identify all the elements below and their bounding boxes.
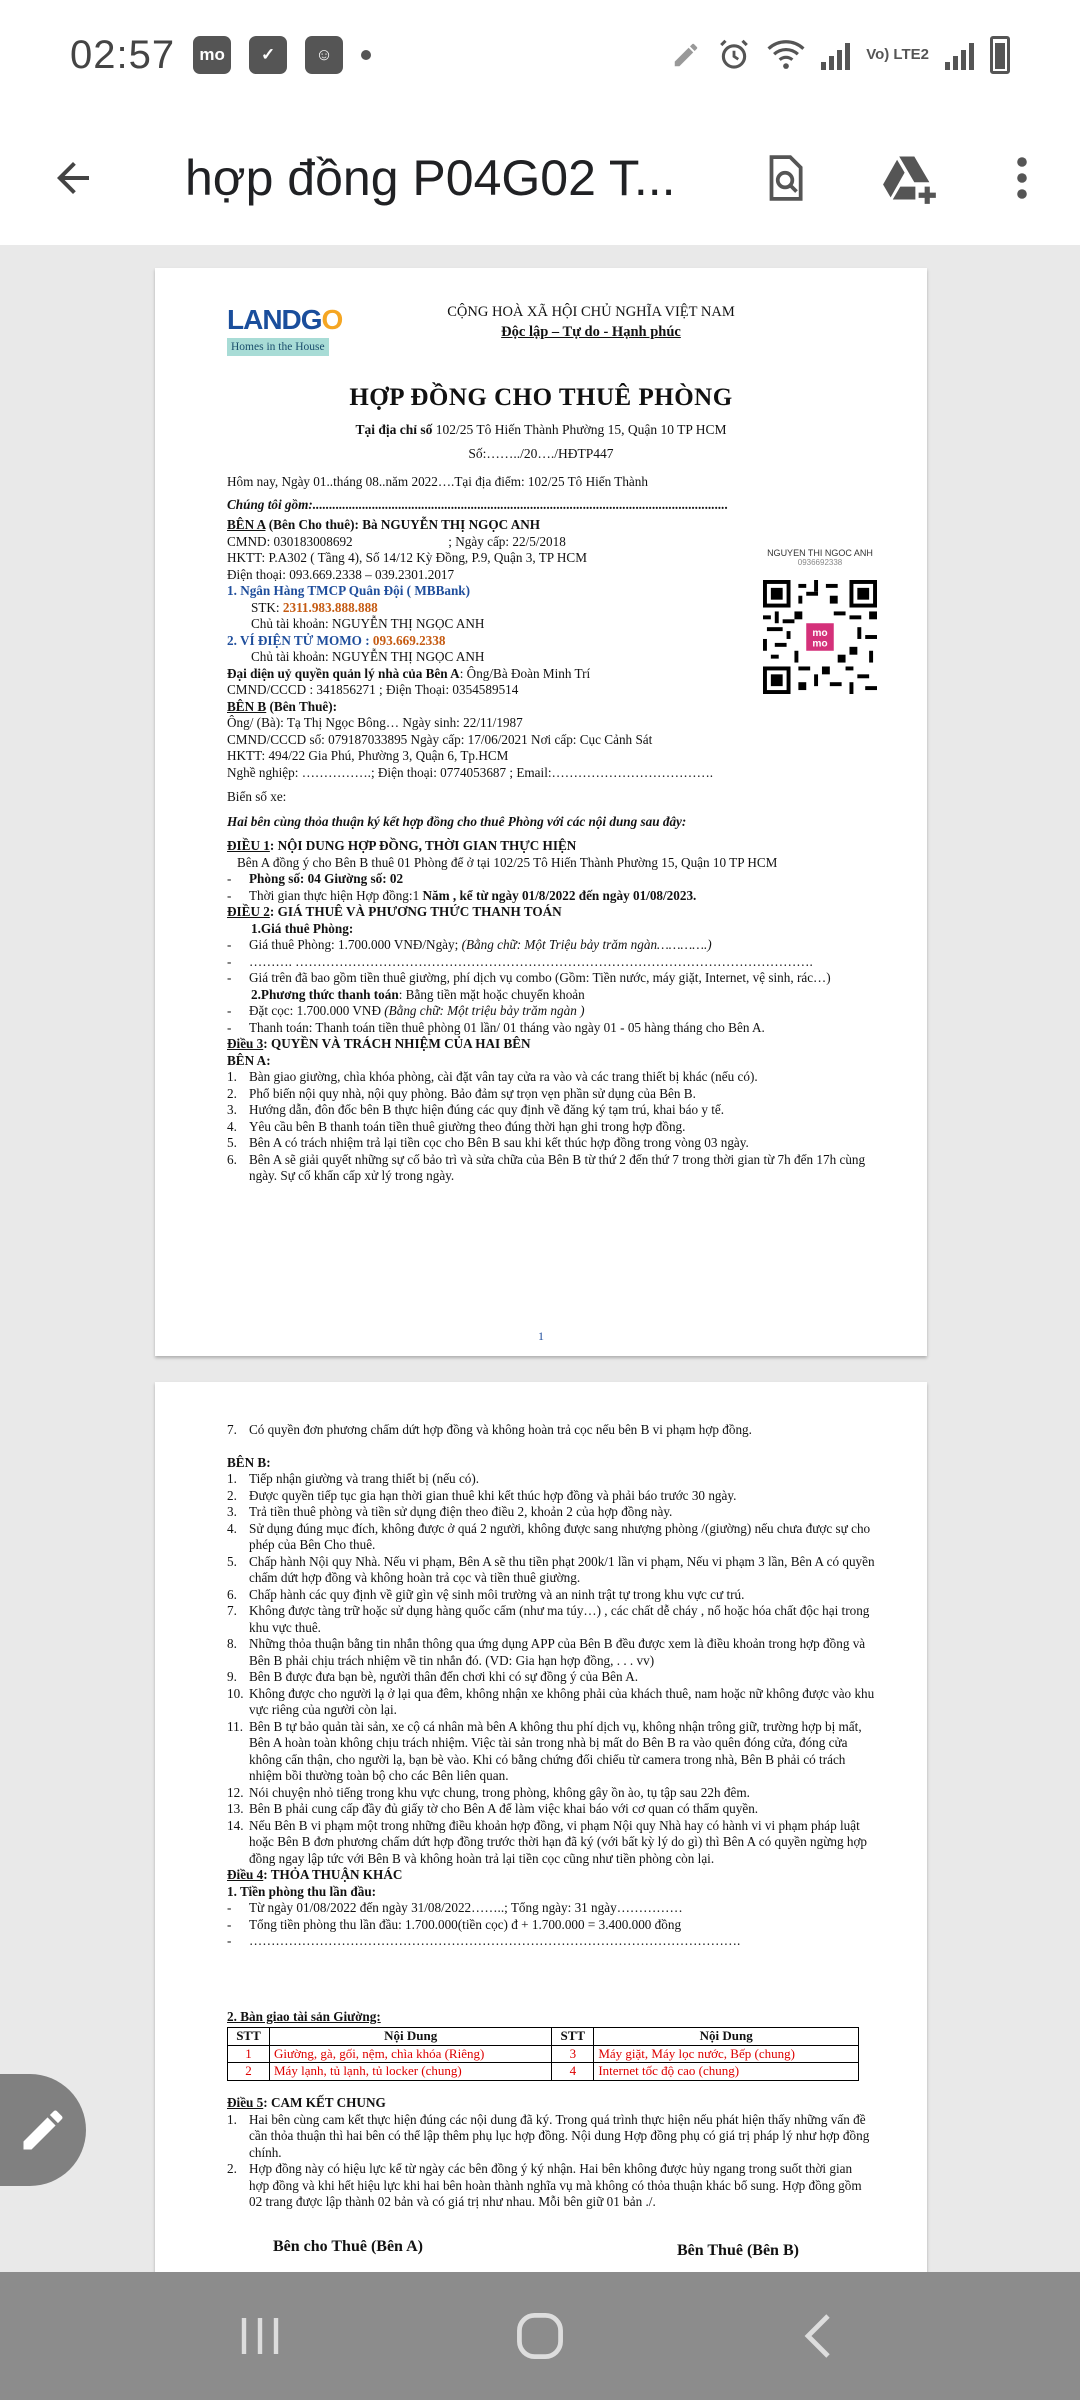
document-title: hợp đồng P04G02 T... [185, 149, 676, 206]
list-item: 1. Hai bên cùng cam kết thực hiện đúng các nội dung đã ký. Trong quá trình thực hiện nếu phát hiện thấy những vấn đề cần thỏa thuận thì hai bên có thể lập thêm phụ lục hợp đồng. Nội dung Hợp đồng phụ có giá trị pháp lý như hợp đồng chính. [227, 2111, 870, 2160]
party-b-duties-list [227, 1471, 875, 1867]
table-row: 1 Giường, gà, gối, nệm, chìa khóa (Riêng) 3 Máy giặt, Máy lọc nước, Bếp (chung) [228, 2045, 859, 2063]
article-5 [227, 2095, 875, 2211]
list-item: 2. Hợp đồng này có hiệu lực kể từ ngày các bên đồng ý ký nhận. Hai bên không được hủy ngang trong suốt thời gian hợp đồng và khi hết hiệu lực khi hai bên hoàn thành nghĩa vụ mà không có thỏa thuận khác bổ sung. Hợp đồng gồm 02 trang được lập thành 02 bản và có giá trị như nhau. Mỗi bên giữ 01 bản ./. [227, 2161, 862, 2209]
smile-icon: ☺ [305, 36, 343, 74]
signal-2-icon [945, 40, 974, 70]
list-item: 4. Yêu cầu bên B thanh toán tiền thuê giường theo đúng thời hạn ghi trong hợp đồng. [227, 1118, 686, 1134]
list-item: 2. Được quyền tiếp tục gia hạn thời gian thuê khi kết thúc hợp đồng và phải báo trước 30 ngày. [227, 1487, 737, 1503]
page-1-body: Hôm nay, Ngày 01..tháng 08..năm 2022….Tại địa điểm: 102/25 Tô Hiến Thành Chúng tôi gồm:.............................................................................................................................. BÊN A (Bên Cho thuê): Bà NGUYỄN THỊ NGỌC ANH CMND: 030183008692 ; Ngày cấp: 22/5/2018 HKTT: P.A302 ( Tầng 4), Số 14/12 Kỳ Đồng, P.9, Quận 3, TP HCM Điện thoại: 093.669.2338 – 039.2301.2017 1. Ngân Hàng TMCP Quân Đội ( MBBank) STK: 2311.983.888.888 Chủ tài khoản: NGUYỄN THỊ NGỌC ANH 2. VÍ ĐIỆN TỬ MOMO : 093.669.2338 Chủ tài khoản: NGUYỄN THỊ NGỌC ANH Đại diện uỷ quyền quản lý nhà của Bên A: Ông/Bà Đoàn Minh Trí CMND/CCCD : 341856271 ; Điện Thoại: 0354589514 BÊN B (Bên Thuê): Ông/ (Bà): Tạ Thị Ngọc Bông… Ngày sinh: 22/11/1987 CMND/CCCD số: 079187033895 Ngày cấp: 17/06/2021 Nơi cấp: Cục Cảnh Sát HKTT: 494/22 Gia Phú, Phường 3, Quận 6, Tp.HCM Nghề nghiệp: …………….; Điện thoại: 0774053687 ; Email:………………………………. Biển số xe: Hai bên cùng thỏa thuận ký kết hợp đồng cho thuê Phòng với các nội dung sau đây: ĐIỀU 1: NỘI DUNG HỢP ĐỒNG, THỜI GIAN THỰC HIỆN Bên A đồng ý cho Bên B thuê 01 Phòng để ở tại 102/25 Tô Hiến Thành Phường 15, Quận 10 TP HCM - Phòng số: 04 Giường số: 02 - Thời gian thực hiện Hợp đồng:1 Năm , kể từ ngày 01/8/2022 đến ngày 01/08/2023. ĐIỀU 2: GIÁ THUÊ VÀ PHƯƠNG THỨC THANH TOÁN 1.Giá thuê Phòng: - Giá thuê Phòng: 1.700.000 VNĐ/Ngày; (Bằng chữ: Một Triệu bảy trăm ngàn………….) - ………. ………………………………………………………………………………………………………. - Giá trên đã bao gồm tiền thuê giường, phí dịch vụ combo (Gồm: Tiền nước, máy giặt, Internet, vệ sinh, rác…) 2.Phương thức thanh toán: Bằng tiền mặt hoặc chuyển khoản - Đặt cọc: 1.700.000 VNĐ (Bằng chữ: Một triệu bảy trăm ngàn ) - Thanh toán: Thanh toán tiền thuê phòng 01 lần/ 01 tháng vào ngày 01 - 05 hàng tháng cho Bên A. Điều 3: QUYỀN VÀ TRÁCH NHIỆM CỦA HAI BÊN BÊN A: 1. Bàn giao giường, chìa khóa phòng, cài đặt vân tay cửa ra vào và các trang thiết bị khác (nếu có). 2. Phổ biến nội quy nhà, nội quy phòng. Bảo đảm sự trọn vẹn phần sử dụng của Bên B. 3. Hướng dẫn, đôn đốc bên B thực hiện đúng các quy định về đăng ký tạm trú, khai báo y tế. 4. Yêu cầu bên B thanh toán tiền thuê giường theo đúng thời hạn ghi trong hợp đồng. 5. Bên A có trách nhiệm trả lại tiền cọc cho Bên B sau khi kết thúc hợp đồng trong vòng 03 ngày. 6. Bên A sẽ giải quyết những sự cố bảo trì và sửa chữa của Bên B từ thứ 2 đến thứ 7 trong thời gian từ 7h đến 17h cùng ngày. Sự cố khẩn cấp xử lý trong ngày. [227, 474, 875, 1185]
list-item: 6. Bên A sẽ giải quyết những sự cố bảo trì và sửa chữa của Bên B từ thứ 2 đến thứ 7 trong thời gian từ 7h đến 17h cùng ngày. Sự cố khẩn cấp xử lý trong ngày. [227, 1151, 866, 1183]
app-bar [0, 110, 1080, 245]
battery-icon [990, 36, 1010, 74]
drive-add-icon [882, 152, 938, 204]
article-5-heading: Điều 5: CAM KẾT CHUNG [227, 2095, 386, 2110]
list-item: 14. Nếu Bên B vi phạm một trong những điều khoản hợp đồng, vi phạm Nội quy Nhà hay có hành vi vi phạm pháp luật hoặc Bên B đơn phương chấm dứt hợp đồng trước thời hạn đã ký (với bất kỳ lý do gì) thì Bên A có quyền ngừng hợp đồng ngay lập tức với Bên B và không hoàn trả lại tiền cọc cũng như tiền phòng còn lại. [227, 1817, 868, 1866]
back-button[interactable] [33, 138, 113, 218]
list-item: 7. Có quyền đơn phương chấm dứt hợp đồng và không hoàn trả cọc nếu bên B vi phạm hợp đồng. [227, 1422, 752, 1437]
network-label: Vo) LTE2 [866, 46, 929, 63]
back-nav-button[interactable] [770, 2286, 870, 2386]
list-item: 3. Trả tiền thuê phòng và tiền sử dụng điện theo điều 2, khoản 2 của hợp đồng này. [227, 1504, 673, 1519]
clock: 02:57 [70, 32, 176, 77]
signal-1-icon [821, 40, 850, 70]
document-page-1 [155, 268, 927, 1356]
notification-dot-icon [361, 50, 371, 60]
momo-icon: mo [193, 36, 231, 74]
party-a-duties-list [227, 1069, 875, 1185]
recent-apps-icon [236, 2314, 284, 2358]
list-item: 6. Chấp hành các quy định về giữ gìn vệ sinh môi trường và an ninh trật tự trong khu vực cư trú. [227, 1586, 745, 1602]
list-item: 7. Không được tàng trữ hoặc sử dụng hàng quốc cấm (như ma túy…) , các chất dễ cháy , nổ hoặc hóa chất độc hại trong khu vực thuê. [227, 1603, 870, 1635]
chevron-left-icon [798, 2312, 842, 2360]
more-vert-icon [1002, 154, 1042, 202]
company-logo: LANDGO Homes in the House [227, 304, 342, 356]
list-item: 9. Bên B được đưa bạn bè, người thân đến chơi khi có sự đồng ý của Bên A. [227, 1669, 639, 1684]
list-item: 8. Những thỏa thuận bằng tin nhắn thông qua ứng dụng APP của Bên B đều được xem là điều khoản trong hợp đồng và Bên B phải chịu trách nhiệm về tin nhắn đó. (VD: Gia hạn hợp đồng, . . . vv) [227, 1636, 866, 1668]
asset-handover: 2. Bàn giao tài sản Giường: STT Nội Dung STT Nội Dung 1 Giường, gà, gối, nệm, chìa khóa (Riêng) 3 Máy giặt, Máy lọc nước, Bếp (chung) 2 Máy lạnh, tủ lạnh, tủ locker (chung) 4 Internet tốc độ cao (chung) [227, 2009, 875, 2069]
qr-label: NGUYEN THI NGOC ANH 0936692338 [767, 548, 873, 567]
home-icon [514, 2310, 566, 2362]
svg-text:mo: mo [812, 638, 828, 650]
party-b-heading: BÊN B (Bên Thuê): [227, 698, 338, 714]
list-item: 13. Bên B phải cung cấp đầy đủ giấy tờ cho Bên A để làm việc khai báo với cơ quan có thẩm quyền. [227, 1801, 759, 1816]
page-number: 1 [538, 1329, 544, 1343]
list-item: 5. Bên A có trách nhiệm trả lại tiền cọc cho Bên B sau khi kết thúc hợp đồng trong vòng 03 ngày. [227, 1135, 749, 1150]
list-item: 11. Bên B tự bảo quản tài sản, xe cộ cá nhân mà bên A không thu phí dịch vụ, không nhận trông giữ, trường hợp bị mất, Bên A hoàn toàn không chịu trách nhiệm. Việc tài sản trong nhà bị mất do Bên B ra vào quên đóng cửa, đóng cửa không cẩn thận, cho người lạ, bạn bè vào. Khi có bằng chứng đối chiếu từ camera trong nhà, Bên B phải có trách nhiệm bồi thường toàn bộ cho các Bên liên quan. [227, 1718, 862, 1783]
page-2-body: 7. Có quyền đơn phương chấm dứt hợp đồng và không hoàn trả cọc nếu bên B vi phạm hợp đồng. BÊN B: 1. Tiếp nhận giường và trang thiết bị (nếu có). 2. Được quyền tiếp tục gia hạn thời gian thuê khi kết thúc hợp đồng và phải báo trước 30 ngày. 3. Trả tiền thuê phòng và tiền sử dụng điện theo điều 2, khoản 2 của hợp đồng này. 4. Sử dụng đúng mục đích, không được ở quá 2 người, không được sang nhượng phòng /(giường) nếu chưa được sự cho phép của Bên Cho thuê. 5. Chấp hành Nội quy Nhà. Nếu vi phạm, Bên A sẽ thu tiền phạt 200k/1 lần vi phạm, Nếu vi phạm 3 lần, Bên A có quyền chấm dứt hợp đồng và không hoàn trả cọc và tiền thuê giường. 6. Chấp hành các quy định về giữ gìn vệ sinh môi trường và an ninh trật tự trong khu vực cư trú. 7. Không được tàng trữ hoặc sử dụng hàng quốc cấm (như ma túy…) , các chất dễ cháy , nổ hoặc hóa chất độc hại trong khu vực thuê. 8. Những thỏa thuận bằng tin nhắn thông qua ứng dụng APP của Bên B đều được xem là điều khoản trong hợp đồng và Bên B phải chịu trách nhiệm về tin nhắn đó. (VD: Gia hạn hợp đồng, . . . vv) 9. Bên B được đưa bạn bè, người thân đến chơi khi có sự đồng ý của Bên A. 10. Không được cho người lạ ở lại qua đêm, không nhận xe không phải của khách thuê, nam hoặc nữ không được vào khu vực riêng của người còn lại. 11. Bên B tự bảo quản tài sản, xe cộ cá nhân mà bên A không thu phí dịch vụ, không nhận trông giữ, trường hợp bị mất, Bên A hoàn toàn không chịu trách nhiệm. Việc tài sản trong nhà bị mất do Bên B ra vào quên đóng cửa, đóng cửa không cẩn thận, cho người lạ, bạn bè vào. Khi có bằng chứng đối chiếu từ camera trong nhà, Bên B phải có trách nhiệm bồi thường toàn bộ cho các Bên liên quan. 12. Nói chuyện nhỏ tiếng trong khu vực chung, trong phòng, không gây ồn ào, tụ tập sau 22h đêm. 13. Bên B phải cung cấp đầy đủ giấy tờ cho Bên A để làm việc khai báo với cơ quan có thẩm quyền. 14. Nếu Bên B vi phạm một trong những điều khoản hợp đồng, vi phạm Nội quy Nhà hay có hành vi vi phạm pháp luật hoặc Bên B đơn phương chấm dứt hợp đồng trước thời hạn đã ký (với bất kỳ lý do gì) thì Bên A có quyền ngừng hợp đồng ngay lập tức với Bên B và không hoàn trả lại tiền cọc cũng như tiền phòng còn lại. Điều 4: THỎA THUẬN KHÁC 1. Tiền phòng thu lần đầu: - Từ ngày 01/08/2022 đến ngày 31/08/2022……..; Tổng ngày: 31 ngày…………… - Tổng tiền phòng thu lần đầu: 1.700.000(tiền cọc) đ + 1.700.000 = 3.400.000 đồng - …………………………………………………………………………………………………. [227, 1422, 875, 1948]
wifi-icon [767, 38, 805, 72]
list-item: 1. Tiếp nhận giường và trang thiết bị (nếu có). [227, 1471, 480, 1486]
bank-account-number: STK: 2311.983.888.888 [251, 599, 378, 615]
arrow-back-icon [49, 154, 97, 202]
check-icon: ✓ [249, 36, 287, 74]
signature-party-b-label: Bên Thuê (Bên B) [677, 2242, 799, 2259]
recent-apps-button[interactable] [210, 2286, 310, 2386]
momo-wallet: 2. VÍ ĐIỆN TỬ MOMO : 093.669.2338 [227, 632, 446, 648]
contract-address: Tại địa chỉ số 102/25 Tô Hiến Thành Phường 15, Quận 10 TP HCM [355, 422, 727, 437]
doc-search-icon [759, 153, 809, 203]
edit-pen-icon [671, 40, 701, 70]
list-item: 5. Chấp hành Nội quy Nhà. Nếu vi phạm, Bên A sẽ thu tiền phạt 200k/1 lần vi phạm, Nếu vi phạm 3 lần, Bên A có quyền chấm dứt hợp đồng và không hoàn trả cọc và tiền thuê giường. [227, 1553, 875, 1585]
svg-text:mo: mo [812, 628, 828, 640]
document-page-2 [155, 1382, 927, 2400]
list-item: 2. Phổ biến nội quy nhà, nội quy phòng. Bảo đảm sự trọn vẹn phần sử dụng của Bên B. [227, 1085, 696, 1101]
table-row: 2 Máy lạnh, tủ lạnh, tủ locker (chung) 4 Internet tốc độ cao (chung) [228, 2063, 859, 2081]
alarm-icon [717, 38, 751, 72]
system-nav-bar [0, 2272, 1080, 2400]
home-button[interactable] [490, 2286, 590, 2386]
national-header: CỘNG HOÀ XÃ HỘI CHỦ NGHĨA VIỆT NAM Độc lập – Tự do - Hạnh phúc [447, 304, 735, 340]
representative: Đại diện uỷ quyền quản lý nhà của Bên A: Ông/Bà Đoàn Minh Trí [227, 665, 591, 681]
more-options-button[interactable] [982, 138, 1062, 218]
contract-title: HỢP ĐỒNG CHO THUÊ PHÒNG [349, 384, 733, 411]
list-item: 3. Hướng dẫn, đôn đốc bên B thực hiện đúng các quy định về đăng ký tạm trú, khai báo y tế. [227, 1102, 725, 1117]
article-3-heading: Điều 3: QUYỀN VÀ TRÁCH NHIỆM CỦA HAI BÊN [227, 1036, 531, 1051]
add-to-drive-button[interactable] [870, 138, 950, 218]
signature-party-a-label: Bên cho Thuê (Bên A) [273, 2238, 423, 2255]
party-a-heading: BÊN A (Bên Cho thuê): Bà NGUYỄN THỊ NGỌC ANH [227, 517, 541, 532]
list-item: 12. Nói chuyện nhỏ tiếng trong khu vực chung, trong phòng, không gây ồn ào, tụ tập sau 22h đêm. [227, 1784, 750, 1800]
article-2-heading: ĐIỀU 2: GIÁ THUÊ VÀ PHƯƠNG THỨC THANH TOÁN [227, 904, 562, 919]
list-item: 4. Sử dụng đúng mục đích, không được ở quá 2 người, không được sang nhượng phòng /(giường) nếu chưa được sự cho phép của Bên Cho thuê. [227, 1520, 871, 1552]
edit-button[interactable] [0, 2074, 86, 2186]
list-item: 10. Không được cho người lạ ở lại qua đêm, không nhận xe không phải của khách thuê, nam hoặc nữ không được vào khu vực riêng của người còn lại. [227, 1685, 875, 1717]
article-1-heading: ĐIỀU 1: NỘI DUNG HỢP ĐỒNG, THỜI GIAN THỰC HIỆN [227, 838, 577, 853]
search-in-document-button[interactable] [744, 138, 824, 218]
article-4-heading: Điều 4: THỎA THUẬN KHÁC [227, 1867, 403, 1882]
list-item: 1. Bàn giao giường, chìa khóa phòng, cài đặt vân tay cửa ra vào và các trang thiết bị khác (nếu có). [227, 1069, 758, 1084]
table-header-row: STT Nội Dung STT Nội Dung [228, 2028, 859, 2046]
status-bar [0, 0, 1080, 110]
asset-table [227, 2027, 859, 2081]
contract-number: Số:……../20…./HĐTP447 [468, 446, 614, 461]
pencil-icon [17, 2104, 69, 2156]
